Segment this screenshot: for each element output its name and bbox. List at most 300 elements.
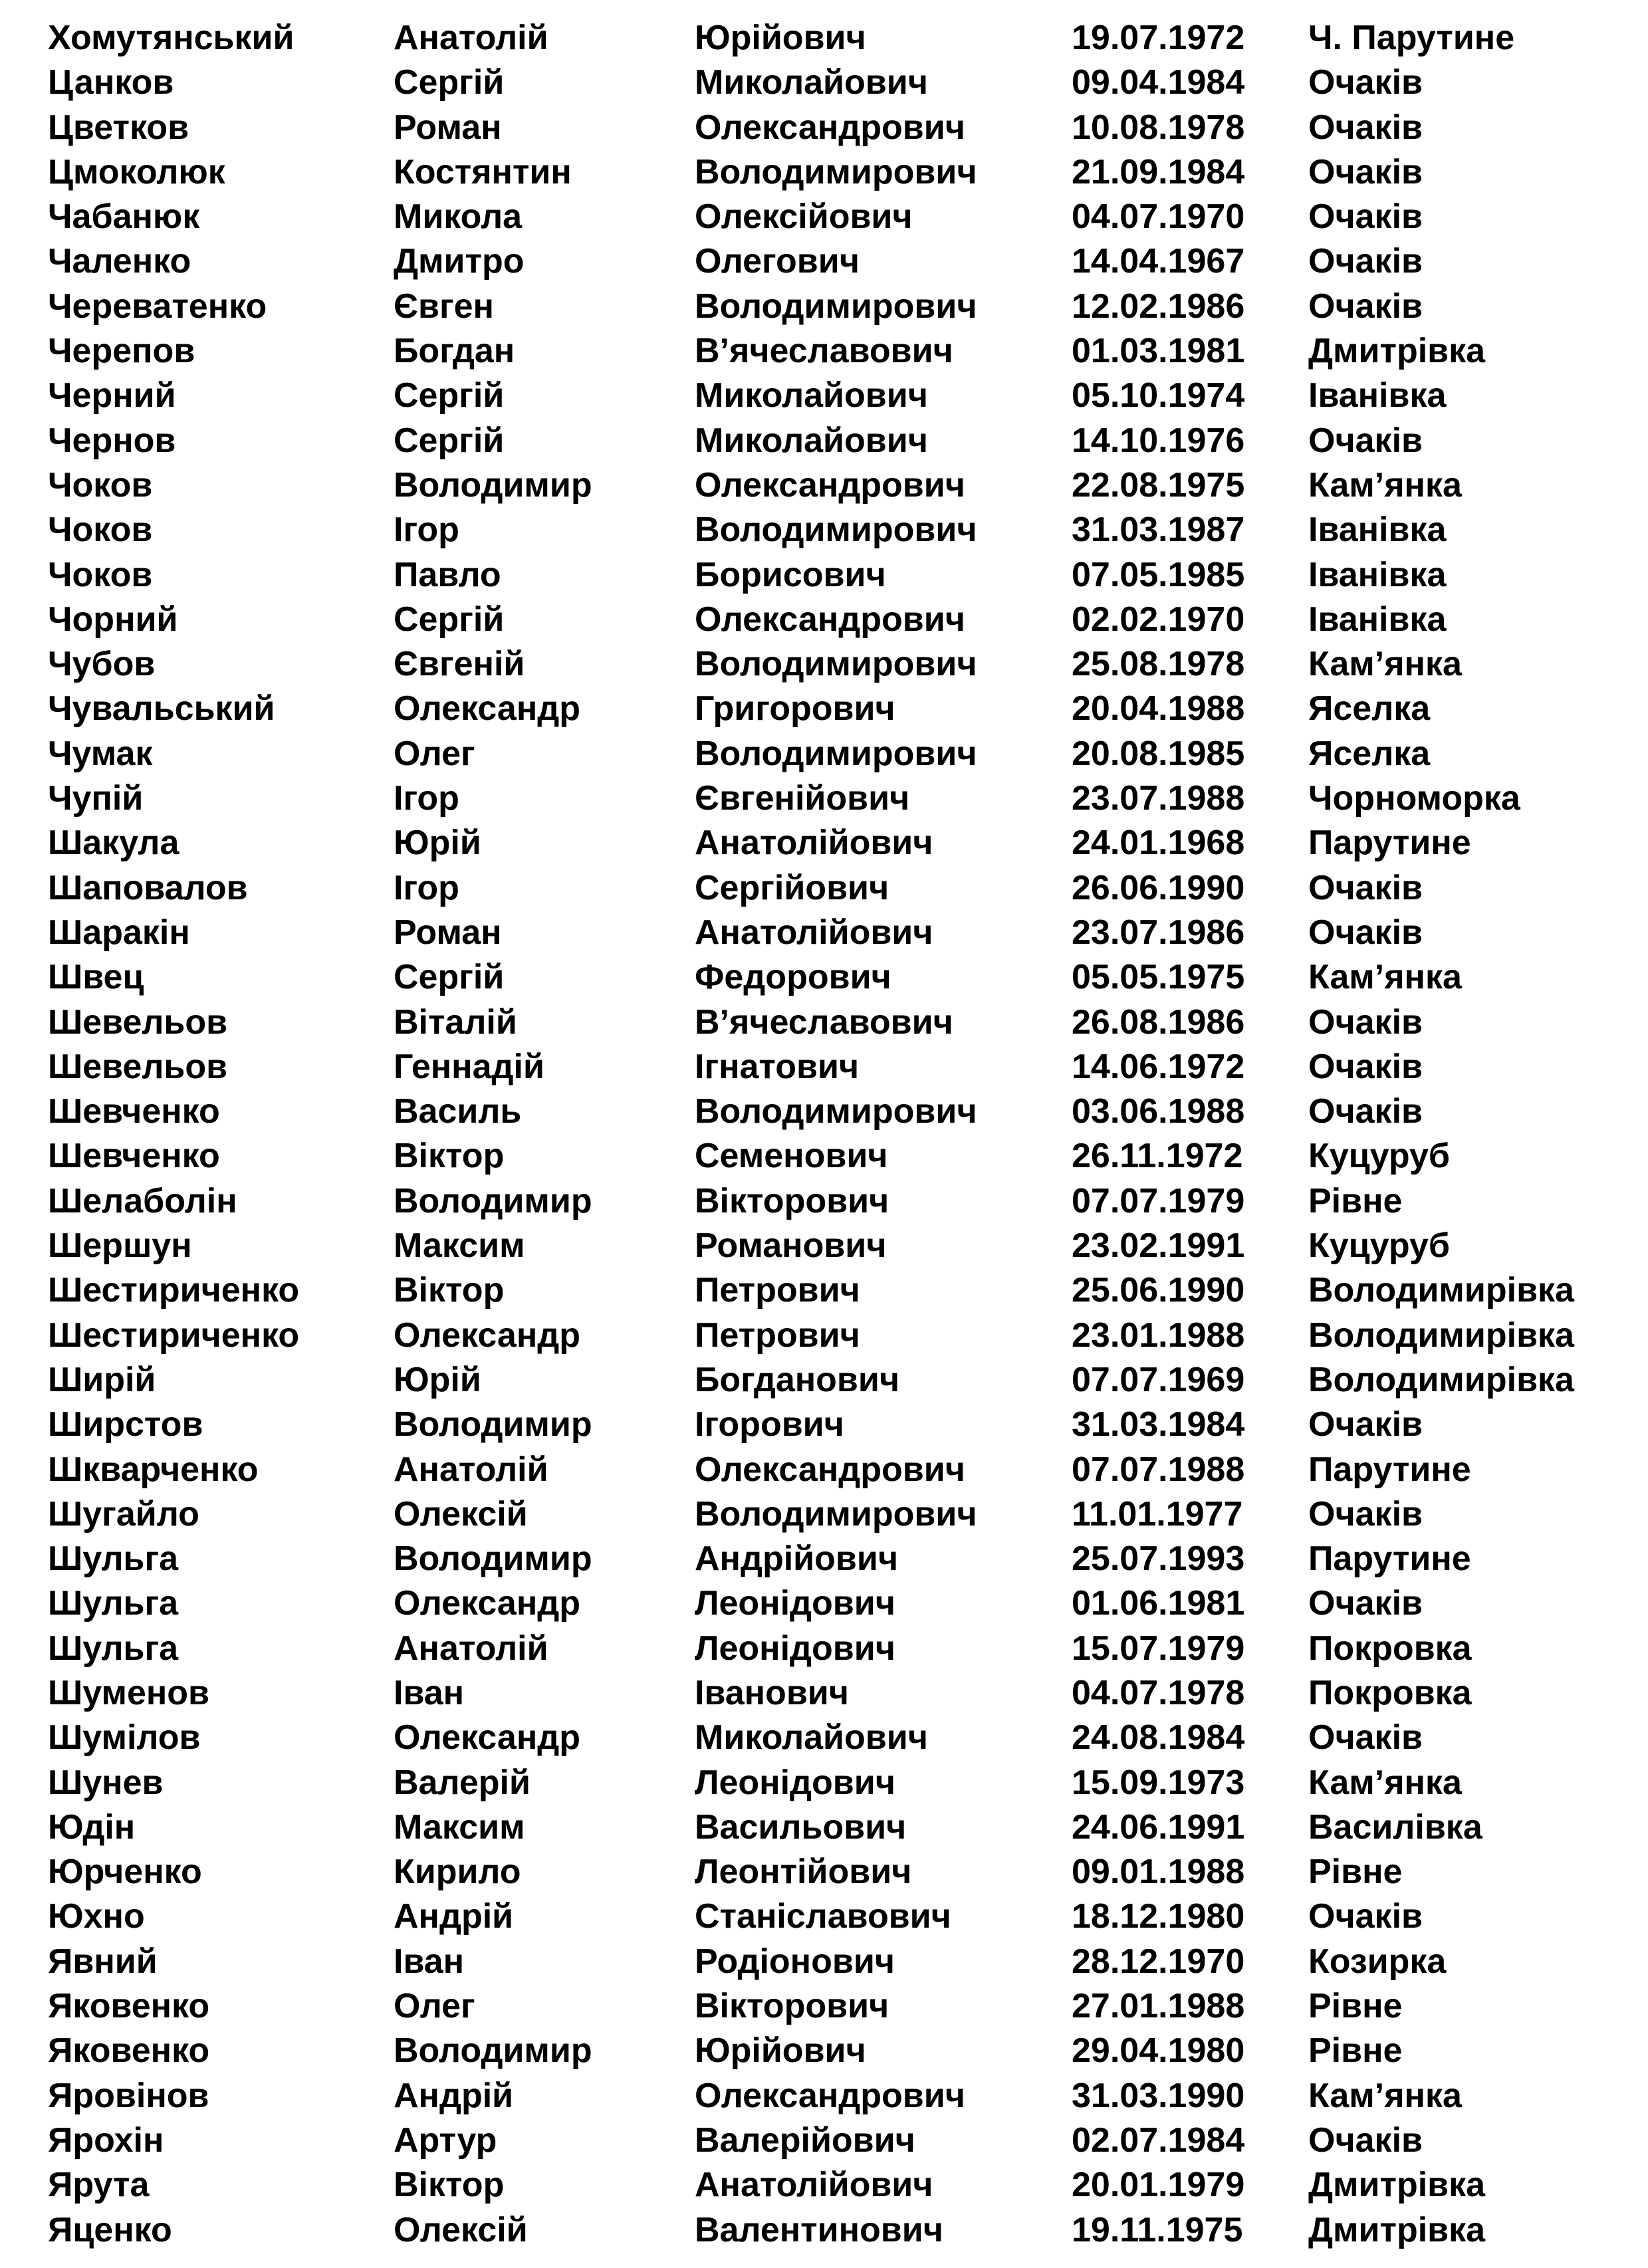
surname: Чупій: [48, 779, 144, 818]
surname: Хомутянський: [48, 19, 294, 57]
list-row: [0, 1000, 1648, 1045]
birth-date: 07.07.1979: [1072, 1181, 1245, 1220]
list-row: [0, 776, 1648, 821]
place: Очаків: [1308, 63, 1423, 102]
first-name: Дмитро: [394, 242, 525, 281]
birth-date: 07.05.1985: [1072, 555, 1245, 594]
place: Рівне: [1308, 1987, 1403, 2026]
first-name: Володимир: [394, 1181, 592, 1220]
patronymic: Миколайович: [695, 1718, 928, 1758]
patronymic: В’ячеславович: [695, 332, 953, 371]
list-row: [0, 1492, 1648, 1537]
first-name: Володимир: [394, 1405, 592, 1444]
list-row: [0, 1179, 1648, 1224]
patronymic: Миколайович: [695, 421, 928, 460]
list-row: [0, 106, 1648, 150]
patronymic: Григорович: [695, 689, 895, 729]
birth-date: 31.03.1987: [1072, 510, 1245, 550]
first-name: Микола: [394, 197, 523, 237]
surname: Шелаболін: [48, 1181, 237, 1220]
birth-date: 20.08.1985: [1072, 734, 1245, 773]
patronymic: Юрійович: [695, 19, 866, 57]
place: Очаків: [1308, 108, 1423, 147]
place: Рівне: [1308, 1853, 1403, 1892]
first-name: Артур: [394, 2120, 497, 2160]
list-row: [0, 1581, 1648, 1626]
list-row: [0, 1671, 1648, 1716]
birth-date: 27.01.1988: [1072, 1987, 1245, 2026]
patronymic: Сергійович: [695, 868, 889, 907]
patronymic: Васильович: [695, 1807, 907, 1847]
birth-date: 20.04.1988: [1072, 689, 1245, 729]
birth-date: 01.03.1981: [1072, 332, 1245, 371]
patronymic: Ігорович: [695, 1405, 844, 1444]
surname: Чернов: [48, 421, 176, 460]
birth-date: 15.07.1979: [1072, 1629, 1245, 1668]
place: Очаків: [1308, 152, 1423, 191]
place: Яселка: [1308, 689, 1431, 729]
first-name: Юрій: [394, 1360, 481, 1399]
place: Кам’янка: [1308, 1763, 1462, 1802]
list-row: [0, 1313, 1648, 1358]
list-row: [0, 1716, 1648, 1760]
list-row: [0, 239, 1648, 284]
patronymic: В’ячеславович: [695, 1002, 953, 1042]
birth-date: 25.08.1978: [1072, 645, 1245, 684]
first-name: Богдан: [394, 332, 515, 371]
place: Іванівка: [1308, 510, 1447, 550]
patronymic: Семенович: [695, 1137, 888, 1176]
birth-date: 28.12.1970: [1072, 1942, 1245, 1981]
surname: Ширій: [48, 1360, 156, 1399]
place: Рівне: [1308, 2031, 1403, 2071]
surname: Чоков: [48, 555, 153, 594]
birth-date: 29.04.1980: [1072, 2031, 1245, 2071]
list-row: [0, 1940, 1648, 1984]
birth-date: 01.06.1981: [1072, 1584, 1245, 1623]
birth-date: 14.06.1972: [1072, 1047, 1245, 1086]
place: Очаків: [1308, 1584, 1423, 1623]
list-row: [0, 508, 1648, 552]
surname: Шумілов: [48, 1718, 201, 1758]
list-row: [0, 2074, 1648, 2118]
birth-date: 04.07.1978: [1072, 1673, 1245, 1712]
list-row: [0, 284, 1648, 329]
place: Кам’янка: [1308, 465, 1462, 505]
surname: Черепов: [48, 332, 195, 371]
first-name: Сергій: [394, 421, 505, 460]
first-name: Анатолій: [394, 1629, 548, 1668]
place: Іванівка: [1308, 555, 1447, 594]
patronymic: Леонідович: [695, 1584, 895, 1623]
surname: Яценко: [48, 2210, 172, 2249]
place: Іванівка: [1308, 600, 1447, 639]
birth-date: 24.08.1984: [1072, 1718, 1245, 1758]
patronymic: Петрович: [695, 1271, 860, 1310]
birth-date: 24.01.1968: [1072, 824, 1245, 863]
birth-date: 25.06.1990: [1072, 1271, 1245, 1310]
first-name: Олександр: [394, 1315, 581, 1355]
surname: Шевченко: [48, 1092, 220, 1131]
first-name: Сергій: [394, 63, 505, 102]
patronymic: Володимирович: [695, 152, 977, 191]
patronymic: Валентинович: [695, 2210, 943, 2249]
patronymic: Вікторович: [695, 1987, 889, 2026]
place: Очаків: [1308, 868, 1423, 907]
first-name: Володимир: [394, 465, 592, 505]
patronymic: Андрійович: [695, 1539, 899, 1579]
first-name: Роман: [394, 913, 502, 952]
birth-date: 18.12.1980: [1072, 1897, 1245, 1936]
first-name: Ігор: [394, 510, 459, 550]
surname: Шакула: [48, 824, 179, 863]
first-name: Сергій: [394, 958, 505, 997]
birth-date: 09.01.1988: [1072, 1853, 1245, 1892]
patronymic: Володимирович: [695, 645, 977, 684]
place: Василівка: [1308, 1807, 1482, 1847]
list-row: [0, 463, 1648, 508]
first-name: Віктор: [394, 1271, 505, 1310]
birth-date: 11.01.1977: [1072, 1494, 1243, 1533]
first-name: Олександр: [394, 1718, 581, 1758]
birth-date: 26.08.1986: [1072, 1002, 1245, 1042]
place: Володимирівка: [1308, 1271, 1574, 1310]
patronymic: Федорович: [695, 958, 891, 997]
list-row: [0, 1268, 1648, 1313]
place: Кам’янка: [1308, 2076, 1462, 2115]
patronymic: Станіславович: [695, 1897, 951, 1936]
place: Дмитрівка: [1308, 2166, 1486, 2205]
surname: Чоков: [48, 465, 153, 505]
birth-date: 05.05.1975: [1072, 958, 1245, 997]
first-name: Олексій: [394, 2210, 528, 2249]
first-name: Юрій: [394, 824, 481, 863]
surname: Шугайло: [48, 1494, 199, 1533]
place: Очаків: [1308, 913, 1423, 952]
first-name: Роман: [394, 108, 502, 147]
surname: Юхно: [48, 1897, 145, 1936]
list-row: [0, 419, 1648, 463]
first-name: Олексій: [394, 1494, 528, 1533]
birth-date: 02.07.1984: [1072, 2120, 1245, 2160]
birth-date: 20.01.1979: [1072, 2166, 1245, 2205]
list-row: [0, 1448, 1648, 1492]
place: Володимирівка: [1308, 1315, 1574, 1355]
patronymic: Леонтійович: [695, 1853, 912, 1892]
first-name: Сергій: [394, 600, 505, 639]
surname: Цветков: [48, 108, 189, 147]
first-name: Віктор: [394, 2166, 505, 2205]
patronymic: Анатолійович: [695, 824, 933, 863]
place: Дмитрівка: [1308, 332, 1486, 371]
surname: Швец: [48, 958, 144, 997]
first-name: Павло: [394, 555, 501, 594]
list-row: [0, 2118, 1648, 2163]
surname: Чабанюк: [48, 197, 200, 237]
patronymic: Володимирович: [695, 734, 977, 773]
place: Очаків: [1308, 421, 1423, 460]
list-row: [0, 1627, 1648, 1671]
list-row: [0, 1537, 1648, 1581]
first-name: Ігор: [394, 779, 459, 818]
first-name: Євгеній: [394, 645, 525, 684]
surname: Чувальський: [48, 689, 275, 729]
surname: Яковенко: [48, 2031, 210, 2071]
list-row: [0, 374, 1648, 418]
list-row: [0, 821, 1648, 865]
surname: Шаповалов: [48, 868, 248, 907]
birth-date: 26.11.1972: [1072, 1137, 1243, 1176]
surname: Чоков: [48, 510, 153, 550]
list-row: [0, 1403, 1648, 1447]
first-name: Василь: [394, 1092, 522, 1131]
place: Кам’янка: [1308, 958, 1462, 997]
list-row: [0, 150, 1648, 195]
first-name: Максим: [394, 1226, 525, 1266]
place: Очаків: [1308, 1092, 1423, 1131]
first-name: Кирило: [394, 1853, 521, 1892]
birth-date: 03.06.1988: [1072, 1092, 1245, 1131]
patronymic: Борисович: [695, 555, 886, 594]
list-row: [0, 553, 1648, 598]
list-row: [0, 2029, 1648, 2073]
patronymic: Юрійович: [695, 2031, 866, 2071]
surname: Шкварченко: [48, 1450, 259, 1489]
place: Куцуруб: [1308, 1226, 1450, 1266]
birth-date: 04.07.1970: [1072, 197, 1245, 237]
list-row: [0, 1894, 1648, 1939]
birth-date: 02.02.1970: [1072, 600, 1245, 639]
birth-date: 21.09.1984: [1072, 152, 1245, 191]
place: Куцуруб: [1308, 1137, 1450, 1176]
surname: Яровінов: [48, 2076, 209, 2115]
place: Парутине: [1308, 824, 1471, 863]
place: Очаків: [1308, 1718, 1423, 1758]
place: Очаків: [1308, 242, 1423, 281]
patronymic: Олександрович: [695, 600, 965, 639]
place: Очаків: [1308, 286, 1423, 326]
birth-date: 19.11.1975: [1072, 2210, 1243, 2249]
patronymic: Володимирович: [695, 510, 977, 550]
patronymic: Іванович: [695, 1673, 849, 1712]
list-row: [0, 60, 1648, 105]
place: Кам’янка: [1308, 645, 1462, 684]
first-name: Максим: [394, 1807, 525, 1847]
first-name: Ігор: [394, 868, 459, 907]
first-name: Віталій: [394, 1002, 517, 1042]
first-name: Володимир: [394, 2031, 592, 2071]
place: Володимирівка: [1308, 1360, 1574, 1399]
list-row: [0, 911, 1648, 955]
birth-date: 22.08.1975: [1072, 465, 1245, 505]
surname: Юрченко: [48, 1853, 202, 1892]
first-name: Костянтин: [394, 152, 572, 191]
list-row: [0, 195, 1648, 239]
place: Очаків: [1308, 2120, 1423, 2160]
patronymic: Олегович: [695, 242, 860, 281]
surname: Шульга: [48, 1584, 179, 1623]
patronymic: Родіонович: [695, 1942, 895, 1981]
place: Очаків: [1308, 1047, 1423, 1086]
first-name: Геннадій: [394, 1047, 544, 1086]
patronymic: Леонідович: [695, 1763, 895, 1802]
birth-date: 23.02.1991: [1072, 1226, 1245, 1266]
patronymic: Володимирович: [695, 1092, 977, 1131]
birth-date: 23.01.1988: [1072, 1315, 1245, 1355]
surname: Шульга: [48, 1539, 179, 1579]
list-row: [0, 1358, 1648, 1403]
surname: Чубов: [48, 645, 156, 684]
place: Парутине: [1308, 1450, 1471, 1489]
first-name: Андрій: [394, 2076, 514, 2115]
birth-date: 31.03.1984: [1072, 1405, 1245, 1444]
surname: Явний: [48, 1942, 158, 1981]
first-name: Володимир: [394, 1539, 592, 1579]
surname: Чаленко: [48, 242, 191, 281]
surname: Шестириченко: [48, 1315, 300, 1355]
place: Чорноморка: [1308, 779, 1520, 818]
birth-date: 09.04.1984: [1072, 63, 1245, 102]
place: Покровка: [1308, 1673, 1472, 1712]
name-list: [0, 16, 1648, 2253]
place: Рівне: [1308, 1181, 1403, 1220]
first-name: Євген: [394, 286, 494, 326]
place: Парутине: [1308, 1539, 1471, 1579]
list-row: [0, 1805, 1648, 1850]
list-row: [0, 1224, 1648, 1268]
patronymic: Богданович: [695, 1360, 900, 1399]
first-name: Віктор: [394, 1137, 505, 1176]
surname: Юдін: [48, 1807, 136, 1847]
birth-date: 26.06.1990: [1072, 868, 1245, 907]
birth-date: 07.07.1969: [1072, 1360, 1245, 1399]
patronymic: Олександрович: [695, 2076, 965, 2115]
patronymic: Романович: [695, 1226, 887, 1266]
birth-date: 23.07.1986: [1072, 913, 1245, 952]
list-row: [0, 598, 1648, 642]
first-name: Олег: [394, 734, 475, 773]
list-row: [0, 1089, 1648, 1134]
patronymic: Володимирович: [695, 1494, 977, 1533]
birth-date: 07.07.1988: [1072, 1450, 1245, 1489]
patronymic: Євгенійович: [695, 779, 910, 818]
surname: Ярута: [48, 2166, 150, 2205]
patronymic: Миколайович: [695, 63, 928, 102]
surname: Шаракін: [48, 913, 190, 952]
place: Дмитрівка: [1308, 2210, 1486, 2249]
patronymic: Олександрович: [695, 108, 965, 147]
first-name: Анатолій: [394, 19, 548, 57]
first-name: Іван: [394, 1942, 465, 1981]
surname: Ширстов: [48, 1405, 203, 1444]
first-name: Сергій: [394, 376, 505, 415]
surname: Цанков: [48, 63, 174, 102]
first-name: Іван: [394, 1673, 465, 1712]
list-row: [0, 1045, 1648, 1089]
place: Іванівка: [1308, 376, 1447, 415]
patronymic: Леонідович: [695, 1629, 895, 1668]
first-name: Андрій: [394, 1897, 514, 1936]
first-name: Олег: [394, 1987, 475, 2026]
birth-date: 14.04.1967: [1072, 242, 1245, 281]
first-name: Валерій: [394, 1763, 530, 1802]
place: Покровка: [1308, 1629, 1472, 1668]
list-row: [0, 2208, 1648, 2253]
list-row: [0, 1761, 1648, 1805]
patronymic: Валерійович: [695, 2120, 915, 2160]
surname: Череватенко: [48, 286, 267, 326]
patronymic: Олександрович: [695, 1450, 965, 1489]
first-name: Олександр: [394, 689, 581, 729]
birth-date: 05.10.1974: [1072, 376, 1245, 415]
list-row: [0, 2163, 1648, 2208]
birth-date: 12.02.1986: [1072, 286, 1245, 326]
birth-date: 25.07.1993: [1072, 1539, 1245, 1579]
first-name: Олександр: [394, 1584, 581, 1623]
place: Козирка: [1308, 1942, 1447, 1981]
birth-date: 15.09.1973: [1072, 1763, 1245, 1802]
list-row: [0, 642, 1648, 687]
patronymic: Олександрович: [695, 465, 965, 505]
surname: Чумак: [48, 734, 153, 773]
birth-date: 10.08.1978: [1072, 108, 1245, 147]
surname: Шевельов: [48, 1002, 228, 1042]
surname: Шершун: [48, 1226, 192, 1266]
surname: Шунев: [48, 1763, 164, 1802]
first-name: Анатолій: [394, 1450, 548, 1489]
surname: Шевельов: [48, 1047, 228, 1086]
surname: Яковенко: [48, 1987, 210, 2026]
birth-date: 31.03.1990: [1072, 2076, 1245, 2115]
patronymic: Ігнатович: [695, 1047, 860, 1086]
patronymic: Анатолійович: [695, 2166, 933, 2205]
list-row: [0, 1850, 1648, 1894]
list-row: [0, 329, 1648, 374]
place: Очаків: [1308, 1405, 1423, 1444]
birth-date: 24.06.1991: [1072, 1807, 1245, 1847]
place: Ч. Парутине: [1308, 19, 1515, 57]
surname: Цмоколюк: [48, 152, 225, 191]
birth-date: 14.10.1976: [1072, 421, 1245, 460]
place: Очаків: [1308, 1494, 1423, 1533]
list-row: [0, 16, 1648, 60]
surname: Черний: [48, 376, 176, 415]
list-row: [0, 687, 1648, 731]
patronymic: Миколайович: [695, 376, 928, 415]
list-row: [0, 1134, 1648, 1179]
place: Очаків: [1308, 1897, 1423, 1936]
surname: Чорний: [48, 600, 178, 639]
patronymic: Вікторович: [695, 1181, 889, 1220]
surname: Шевченко: [48, 1137, 220, 1176]
surname: Ярохін: [48, 2120, 164, 2160]
list-row: [0, 1984, 1648, 2029]
surname: Шульга: [48, 1629, 179, 1668]
place: Очаків: [1308, 197, 1423, 237]
patronymic: Анатолійович: [695, 913, 933, 952]
list-row: [0, 732, 1648, 776]
patronymic: Олексійович: [695, 197, 913, 237]
place: Яселка: [1308, 734, 1431, 773]
list-row: [0, 866, 1648, 911]
surname: Шуменов: [48, 1673, 210, 1712]
surname: Шестириченко: [48, 1271, 300, 1310]
patronymic: Петрович: [695, 1315, 860, 1355]
patronymic: Володимирович: [695, 286, 977, 326]
list-row: [0, 955, 1648, 1000]
place: Очаків: [1308, 1002, 1423, 1042]
birth-date: 23.07.1988: [1072, 779, 1245, 818]
